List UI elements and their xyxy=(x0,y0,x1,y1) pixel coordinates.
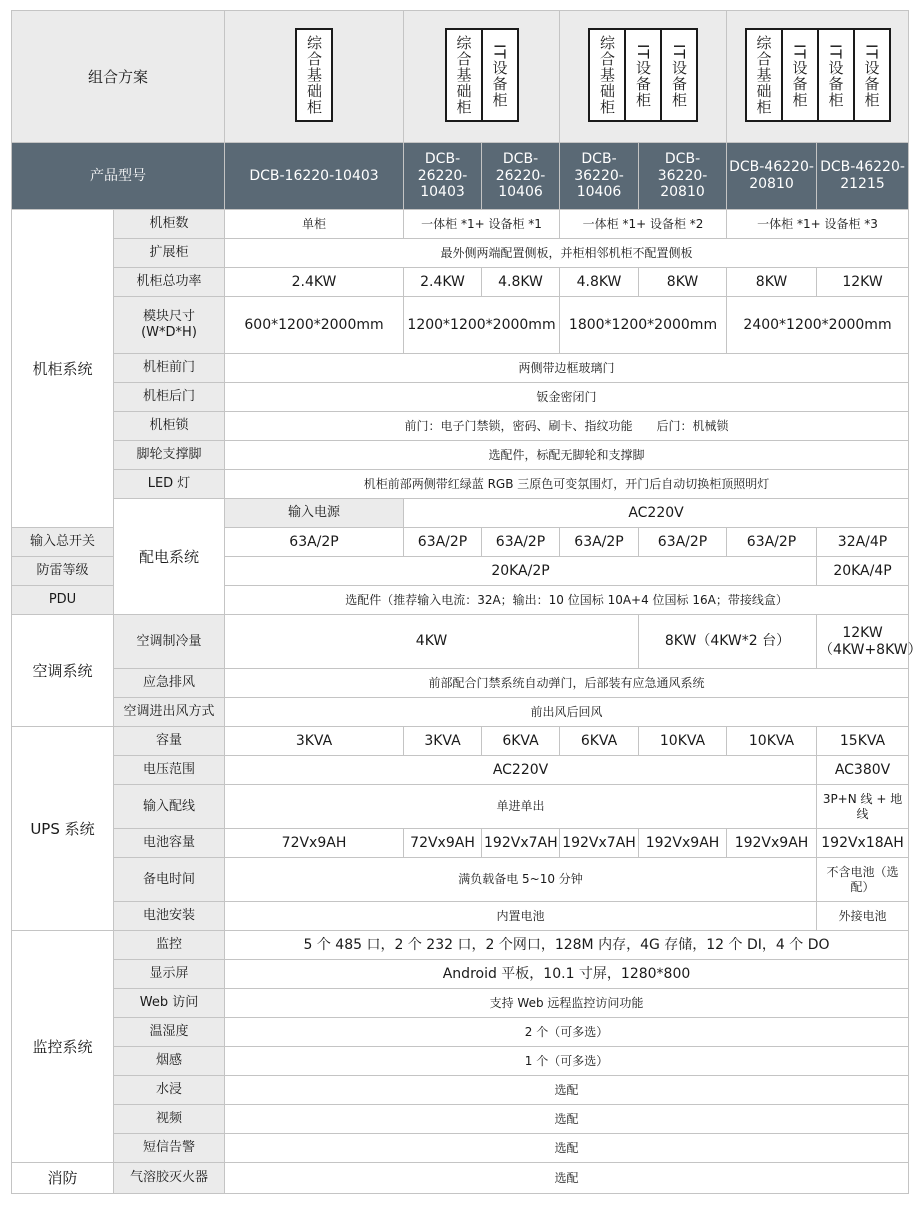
voltage-value: AC380V xyxy=(817,756,909,785)
main-switch-value: 63A/2P xyxy=(482,528,560,557)
model-7: DCB-46220-21215 xyxy=(817,143,909,210)
battery-capacity-value: 192Vx18AH xyxy=(817,829,909,858)
category-ups: UPS 系统 xyxy=(12,727,114,931)
cabinet-power-value: 2.4KW xyxy=(225,268,404,297)
ups-capacity-value: 6KVA xyxy=(560,727,639,756)
category-monitoring: 监控系统 xyxy=(12,931,114,1163)
extinguisher-label: 气溶胶灭火器 xyxy=(114,1163,225,1194)
combination-diagram-1 xyxy=(225,11,404,143)
lock-label: 机柜锁 xyxy=(114,412,225,441)
it-cabinet-box: IT设备柜 xyxy=(481,30,517,120)
video-value: 选配 xyxy=(225,1105,909,1134)
monitor-label: 监控 xyxy=(114,931,225,960)
extension-value: 最外侧两端配置侧板，并柜相邻机柜不配置侧板 xyxy=(225,239,909,268)
model-5: DCB-36220-20810 xyxy=(639,143,727,210)
temp-humidity-value: 2 个（可多选） xyxy=(225,1018,909,1047)
water-label: 水浸 xyxy=(114,1076,225,1105)
main-switch-value: 63A/2P xyxy=(727,528,817,557)
combination-diagram-2 xyxy=(404,11,560,143)
surge-label: 防雷等级 xyxy=(12,557,114,586)
battery-install-label: 电池安装 xyxy=(114,902,225,931)
smoke-label: 烟感 xyxy=(114,1047,225,1076)
battery-capacity-value: 192Vx9AH xyxy=(727,829,817,858)
cabinet-count-value: 单柜 xyxy=(225,210,404,239)
ups-capacity-value: 10KVA xyxy=(727,727,817,756)
rear-door-label: 机柜后门 xyxy=(114,383,225,412)
pdu-value: 选配件（推荐输入电流：32A；输出：10 位国标 10A+4 位国标 16A；带接线盒） xyxy=(225,586,909,615)
it-cabinet-box: IT设备柜 xyxy=(853,30,889,120)
caster-value: 选配件，标配无脚轮和支撑脚 xyxy=(225,441,909,470)
monitor-value: 5 个 485 口，2 个 232 口，2 个网口，128M 内存，4G 存储，12 个 DI，4 个 DO xyxy=(225,931,909,960)
smoke-value: 1 个（可多选） xyxy=(225,1047,909,1076)
sms-alert-label: 短信告警 xyxy=(114,1134,225,1163)
airflow-label: 空调进出风方式 xyxy=(114,698,225,727)
spec-table xyxy=(11,10,922,1194)
cooling-value: 12KW（4KW+8KW） xyxy=(817,615,909,669)
battery-install-value: 内置电池 xyxy=(225,902,817,931)
combination-diagram-3 xyxy=(560,11,727,143)
ups-capacity-value: 3KVA xyxy=(404,727,482,756)
web-access-value: 支持 Web 远程监控访问功能 xyxy=(225,989,909,1018)
cooling-label: 空调制冷量 xyxy=(114,615,225,669)
front-door-value: 两侧带边框玻璃门 xyxy=(225,354,909,383)
wiring-label: 输入配线 xyxy=(114,785,225,829)
battery-capacity-value: 192Vx7AH xyxy=(560,829,639,858)
cabinet-count-value: 一体柜 *1+ 设备柜 *2 xyxy=(560,210,727,239)
display-value: Android 平板，10.1 寸屏，1280*800 xyxy=(225,960,909,989)
base-cabinet-box: 综合基础柜 xyxy=(454,35,473,116)
main-switch-value: 63A/2P xyxy=(404,528,482,557)
pdu-label: PDU xyxy=(12,586,114,615)
cabinet-power-label: 机柜总功率 xyxy=(114,268,225,297)
cabinet-count-value: 一体柜 *1+ 设备柜 *3 xyxy=(727,210,909,239)
input-power-value: AC220V xyxy=(404,499,909,528)
video-label: 视频 xyxy=(114,1105,225,1134)
it-cabinet-box: IT设备柜 xyxy=(624,30,660,120)
cabinet-power-value: 4.8KW xyxy=(560,268,639,297)
category-fire: 消防 xyxy=(12,1163,114,1194)
battery-capacity-value: 72Vx9AH xyxy=(225,829,404,858)
backup-time-value: 不含电池（选配） xyxy=(817,858,909,902)
battery-capacity-label: 电池容量 xyxy=(114,829,225,858)
voltage-label: 电压范围 xyxy=(114,756,225,785)
cabinet-power-value: 12KW xyxy=(817,268,909,297)
voltage-value: AC220V xyxy=(225,756,817,785)
exhaust-label: 应急排风 xyxy=(114,669,225,698)
model-6: DCB-46220-20810 xyxy=(727,143,817,210)
battery-capacity-value: 192Vx7AH xyxy=(482,829,560,858)
cabinet-count-value: 一体柜 *1+ 设备柜 *1 xyxy=(404,210,560,239)
module-size-value: 1800*1200*2000mm xyxy=(560,297,727,354)
battery-install-value: 外接电池 xyxy=(817,902,909,931)
extinguisher-value: 选配 xyxy=(225,1163,909,1194)
cooling-value: 8KW（4KW*2 台） xyxy=(639,615,817,669)
ups-capacity-value: 10KVA xyxy=(639,727,727,756)
led-value: 机柜前部两侧带红绿蓝 RGB 三原色可变氛围灯，开门后自动切换柜顶照明灯 xyxy=(225,470,909,499)
model-label: 产品型号 xyxy=(12,143,225,210)
model-4: DCB-36220-10406 xyxy=(560,143,639,210)
it-cabinet-box: IT设备柜 xyxy=(817,30,853,120)
module-size-value: 600*1200*2000mm xyxy=(225,297,404,354)
battery-capacity-value: 72Vx9AH xyxy=(404,829,482,858)
surge-value: 20KA/2P xyxy=(225,557,817,586)
ups-capacity-value: 15KVA xyxy=(817,727,909,756)
it-cabinet-box: IT设备柜 xyxy=(781,30,817,120)
wiring-value: 单进单出 xyxy=(225,785,817,829)
sms-alert-value: 选配 xyxy=(225,1134,909,1163)
input-power-label: 输入电源 xyxy=(225,499,404,528)
cabinet-power-value: 8KW xyxy=(727,268,817,297)
backup-time-value: 满负载备电 5~10 分钟 xyxy=(225,858,817,902)
backup-time-label: 备电时间 xyxy=(114,858,225,902)
cabinet-power-value: 8KW xyxy=(639,268,727,297)
main-switch-value: 32A/4P xyxy=(817,528,909,557)
ups-capacity-value: 6KVA xyxy=(482,727,560,756)
base-cabinet-box: 综合基础柜 xyxy=(305,35,324,116)
temp-humidity-label: 温湿度 xyxy=(114,1018,225,1047)
led-label: LED 灯 xyxy=(114,470,225,499)
model-row xyxy=(12,143,909,210)
cooling-value: 4KW xyxy=(225,615,639,669)
main-switch-value: 63A/2P xyxy=(225,528,404,557)
extension-label: 扩展柜 xyxy=(114,239,225,268)
rear-door-value: 钣金密闭门 xyxy=(225,383,909,412)
base-cabinet-box: 综合基础柜 xyxy=(598,35,617,116)
lock-value: 前门：电子门禁锁，密码、刷卡、指纹功能 后门：机械锁 xyxy=(225,412,909,441)
module-size-label: 模块尺寸 (W*D*H) xyxy=(114,297,225,354)
display-label: 显示屏 xyxy=(114,960,225,989)
cabinet-count-label: 机柜数 xyxy=(114,210,225,239)
category-cabinet: 机柜系统 xyxy=(12,210,114,528)
module-size-value: 1200*1200*2000mm xyxy=(404,297,560,354)
surge-value: 20KA/4P xyxy=(817,557,909,586)
category-ac: 空调系统 xyxy=(12,615,114,727)
caster-label: 脚轮支撑脚 xyxy=(114,441,225,470)
airflow-value: 前出风后回风 xyxy=(225,698,909,727)
model-1: DCB-16220-10403 xyxy=(225,143,404,210)
module-size-value: 2400*1200*2000mm xyxy=(727,297,909,354)
exhaust-value: 前部配合门禁系统自动弹门，后部装有应急通风系统 xyxy=(225,669,909,698)
combination-diagram-4 xyxy=(727,11,909,143)
it-cabinet-box: IT设备柜 xyxy=(660,30,696,120)
combination-row xyxy=(12,11,909,143)
cabinet-power-value: 4.8KW xyxy=(482,268,560,297)
main-switch-value: 63A/2P xyxy=(639,528,727,557)
battery-capacity-value: 192Vx9AH xyxy=(639,829,727,858)
main-switch-label: 输入总开关 xyxy=(12,528,114,557)
wiring-value: 3P+N 线 + 地线 xyxy=(817,785,909,829)
ups-capacity-value: 3KVA xyxy=(225,727,404,756)
water-value: 选配 xyxy=(225,1076,909,1105)
ups-capacity-label: 容量 xyxy=(114,727,225,756)
combination-title: 组合方案 xyxy=(12,11,225,143)
cabinet-power-value: 2.4KW xyxy=(404,268,482,297)
base-cabinet-box: 综合基础柜 xyxy=(754,35,773,116)
front-door-label: 机柜前门 xyxy=(114,354,225,383)
main-switch-value: 63A/2P xyxy=(560,528,639,557)
web-access-label: Web 访问 xyxy=(114,989,225,1018)
model-2: DCB-26220-10403 xyxy=(404,143,482,210)
category-power-distribution: 配电系统 xyxy=(114,499,225,615)
model-3: DCB-26220-10406 xyxy=(482,143,560,210)
